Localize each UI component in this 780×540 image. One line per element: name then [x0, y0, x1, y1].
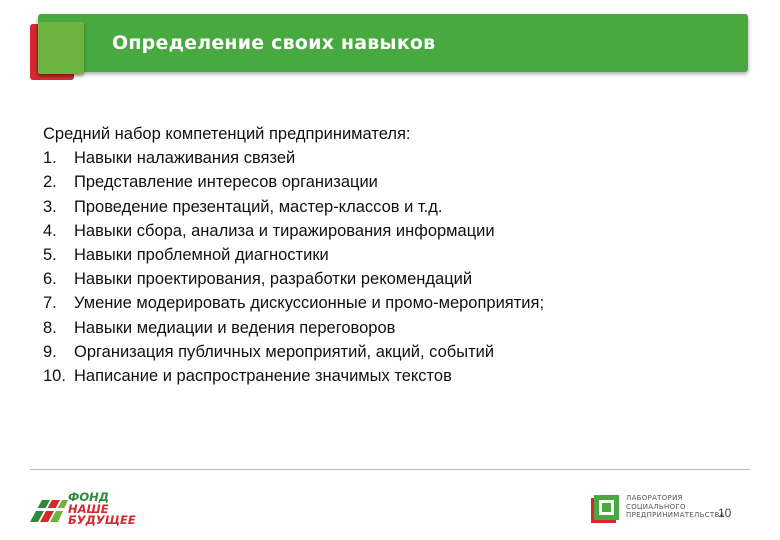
- item-number: 6.: [43, 270, 57, 289]
- item-number: 1.: [43, 149, 57, 168]
- lab-logo-icon: [588, 492, 622, 526]
- lab-logo-line: СОЦИАЛЬНОГО: [626, 502, 686, 511]
- list-item: [43, 291, 743, 315]
- item-text: Проведение презентаций, мастер-классов и т.д.: [74, 197, 443, 216]
- lab-logo-line: ПРЕДПРИНИМАТЕЛЬСТВА: [626, 511, 725, 520]
- lab-logo-line: ЛАБОРАТОРИЯ: [626, 494, 683, 502]
- list-item: [43, 340, 743, 364]
- item-number: 8.: [43, 318, 57, 337]
- content-block: [43, 122, 743, 388]
- page-number: 10: [718, 506, 732, 520]
- item-text: Навыки налаживания связей: [74, 149, 296, 168]
- item-number: 3.: [43, 197, 57, 216]
- item-text: Написание и распространение значимых текстов: [74, 367, 452, 386]
- item-number: 5.: [43, 246, 57, 265]
- list-item: [43, 146, 743, 170]
- lab-logo-text: [626, 494, 725, 520]
- item-text: Навыки медиации и ведения переговоров: [74, 318, 396, 337]
- item-number: 4.: [43, 221, 57, 240]
- fond-logo-icon: [28, 492, 68, 528]
- item-text: Навыки проблемной диагностики: [74, 246, 329, 265]
- list-item: [43, 316, 743, 340]
- item-text: Организация публичных мероприятий, акций, событий: [74, 342, 495, 361]
- list-item: [43, 364, 743, 388]
- list-item: [43, 267, 743, 291]
- item-number: 10.: [43, 367, 66, 386]
- footer-divider: [30, 469, 750, 470]
- fond-logo-text: [68, 492, 136, 527]
- page-title: Определение своих навыков: [112, 32, 436, 54]
- item-number: 2.: [43, 173, 57, 192]
- fond-logo-line: НАШЕ: [68, 501, 109, 516]
- header-green-square: [38, 22, 84, 74]
- list-item: [43, 243, 743, 267]
- slide-header: [30, 14, 750, 78]
- list-item: [43, 170, 743, 194]
- skills-list: [43, 146, 743, 388]
- lab-logo: [588, 492, 728, 530]
- item-text: Навыки проектирования, разработки рекомендаций: [74, 270, 473, 289]
- item-number: 7.: [43, 294, 57, 313]
- item-text: Умение модерировать дискуссионные и промо-мероприятия;: [74, 294, 545, 313]
- list-item: [43, 195, 743, 219]
- list-item: [43, 219, 743, 243]
- item-number: 9.: [43, 342, 57, 361]
- item-text: Навыки сбора, анализа и тиражирования информации: [74, 221, 495, 240]
- fond-logo: [28, 490, 136, 532]
- fond-logo-line: БУДУЩЕЕ: [68, 513, 136, 527]
- fond-logo-line: ФОНД: [68, 490, 110, 504]
- intro-text: Средний набор компетенций предпринимателя:: [43, 125, 411, 143]
- item-text: Представление интересов организации: [74, 173, 378, 192]
